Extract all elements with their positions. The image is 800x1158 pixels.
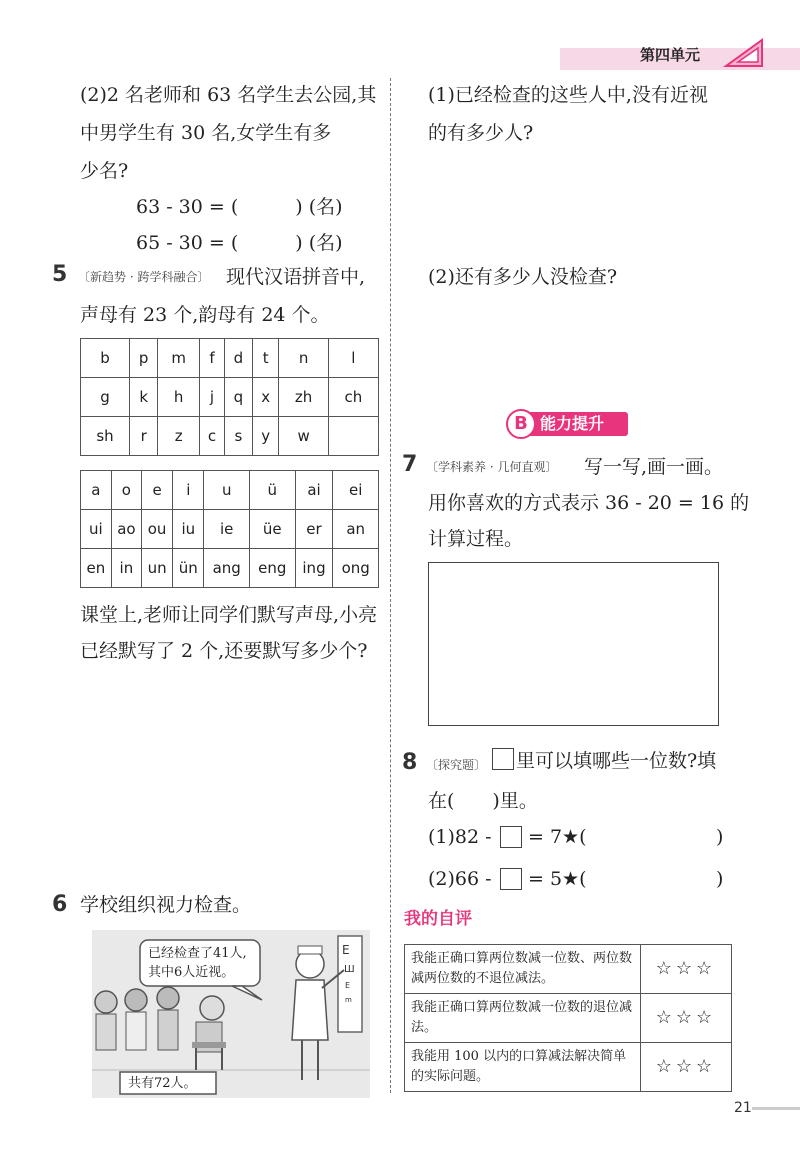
- svg-text:Ш: Ш: [344, 964, 355, 975]
- pinyin-cell: r: [130, 417, 158, 456]
- pinyin-cell: s: [224, 417, 252, 456]
- q6-part1-line1: (1)已经检查的这些人中,没有近视: [428, 84, 708, 106]
- q5-line2: 声母有 23 个,韵母有 24 个。: [80, 304, 330, 326]
- page-number-bar: [752, 1107, 800, 1110]
- speech-bubble-line1: 已经检查了41人,: [148, 946, 247, 961]
- svg-text:m: m: [345, 996, 352, 1004]
- pinyin-cell: ch: [328, 378, 378, 417]
- pinyin-cell: en: [81, 549, 112, 588]
- self-eval-row: [405, 1043, 732, 1092]
- pinyin-row: [81, 510, 379, 549]
- pinyin-cell: a: [81, 471, 112, 510]
- column-divider: [390, 78, 391, 1093]
- pinyin-cell: ou: [142, 510, 173, 549]
- pinyin-row: [81, 471, 379, 510]
- pinyin-cell: iu: [173, 510, 204, 549]
- pinyin-cell: er: [295, 510, 333, 549]
- section-b-label: 能力提升: [540, 414, 605, 433]
- pinyin-cell: b: [81, 339, 130, 378]
- q5-after-line2: 已经默写了 2 个,还要默写多少个?: [80, 640, 368, 662]
- self-eval-row: [405, 994, 732, 1043]
- page-number: 21: [734, 1100, 752, 1116]
- pinyin-row: [81, 417, 379, 456]
- pinyin-cell: [328, 417, 378, 456]
- yunmu-table: [80, 470, 379, 588]
- q8-part1-close: ): [716, 826, 724, 848]
- q8-part1-prefix: (1)82 -: [428, 826, 492, 848]
- pinyin-cell: k: [130, 378, 158, 417]
- pinyin-cell: e: [142, 471, 173, 510]
- q8-number: 8: [402, 750, 418, 775]
- q8-line1: 里可以填哪些一位数?填: [516, 750, 717, 772]
- pinyin-cell: g: [81, 378, 130, 417]
- q4-part2-line1: (2)2 名老师和 63 名学生去公园,其: [80, 84, 377, 106]
- q8-line2: 在( )里。: [428, 790, 538, 812]
- section-b-letter: B: [506, 409, 536, 439]
- q8-tag: 〔探究题〕: [426, 758, 487, 772]
- q4-part2-line3: 少名?: [80, 160, 129, 182]
- pinyin-cell: ong: [333, 549, 379, 588]
- svg-text:E: E: [345, 981, 351, 990]
- q4-equation-1[interactable]: 63 - 30 = ( ) (名): [136, 196, 343, 218]
- q7-line1: 写一写,画一画。: [584, 456, 724, 478]
- q8-part1-square[interactable]: [500, 826, 522, 848]
- q6-part2: (2)还有多少人没检查?: [428, 266, 618, 288]
- self-eval-stars[interactable]: ☆☆☆: [641, 945, 732, 994]
- pinyin-cell: ing: [295, 549, 333, 588]
- pinyin-cell: ü: [249, 471, 295, 510]
- pinyin-cell: d: [224, 339, 252, 378]
- q5-after-line1: 课堂上,老师让同学们默写声母,小亮: [80, 604, 378, 626]
- pinyin-row: [81, 339, 379, 378]
- q7-tag: 〔学科素养 · 几何直观〕: [426, 460, 558, 474]
- triangle-ruler-icon: [722, 36, 766, 70]
- pinyin-cell: t: [253, 339, 279, 378]
- pinyin-row: [81, 549, 379, 588]
- eye-exam-illustration: [92, 930, 370, 1098]
- self-eval-title: 我的自评: [404, 909, 472, 929]
- pinyin-cell: c: [200, 417, 225, 456]
- q8-part2-square[interactable]: [500, 868, 522, 890]
- q7-answer-box[interactable]: [428, 562, 719, 726]
- q7-line3: 计算过程。: [428, 528, 524, 550]
- pinyin-cell: ai: [295, 471, 333, 510]
- pinyin-cell: eng: [249, 549, 295, 588]
- pinyin-row: [81, 378, 379, 417]
- pinyin-cell: ie: [204, 510, 250, 549]
- self-eval-text: 我能用 100 以内的口算减法解决简单的实际问题。: [405, 1043, 641, 1092]
- q4-part2-line2: 中男学生有 30 名,女学生有多: [80, 122, 332, 144]
- pinyin-cell: q: [224, 378, 252, 417]
- pinyin-cell: y: [253, 417, 279, 456]
- pinyin-cell: m: [158, 339, 200, 378]
- pinyin-cell: h: [158, 378, 200, 417]
- self-eval-table: [404, 944, 732, 1092]
- pinyin-cell: ao: [111, 510, 141, 549]
- self-eval-stars[interactable]: ☆☆☆: [641, 1043, 732, 1092]
- self-eval-row: [405, 945, 732, 994]
- pinyin-cell: f: [200, 339, 225, 378]
- pinyin-cell: p: [130, 339, 158, 378]
- pinyin-cell: ang: [204, 549, 250, 588]
- self-eval-text: 我能正确口算两位数减一位数、两位数减两位数的不退位减法。: [405, 945, 641, 994]
- q8-part2-prefix: (2)66 -: [428, 868, 492, 890]
- pinyin-cell: i: [173, 471, 204, 510]
- q8-part2-suffix: = 5★(: [528, 868, 587, 890]
- pinyin-cell: in: [111, 549, 141, 588]
- pinyin-cell: un: [142, 549, 173, 588]
- q5-line1: 现代汉语拼音中,: [226, 266, 366, 288]
- pinyin-cell: w: [279, 417, 328, 456]
- pinyin-cell: n: [279, 339, 328, 378]
- pinyin-cell: z: [158, 417, 200, 456]
- q8-part1-suffix: = 7★(: [528, 826, 587, 848]
- pinyin-cell: u: [204, 471, 250, 510]
- pinyin-cell: ei: [333, 471, 379, 510]
- unit-title: 第四单元: [640, 46, 701, 64]
- q6-text: 学校组织视力检查。: [80, 894, 252, 916]
- pinyin-cell: an: [333, 510, 379, 549]
- q8-part2-close: ): [716, 868, 724, 890]
- shengmu-table: [80, 338, 379, 456]
- self-eval-text: 我能正确口算两位数减一位数的退位减法。: [405, 994, 641, 1043]
- pinyin-cell: o: [111, 471, 141, 510]
- q8-blank-square[interactable]: [492, 748, 514, 770]
- q6-number: 6: [52, 892, 68, 917]
- svg-text:E: E: [342, 943, 350, 957]
- caption-total: 共有72人。: [128, 1076, 197, 1091]
- pinyin-cell: x: [253, 378, 279, 417]
- pinyin-cell: üe: [249, 510, 295, 549]
- pinyin-cell: ün: [173, 549, 204, 588]
- q7-line2: 用你喜欢的方式表示 36 - 20 = 16 的: [428, 492, 750, 514]
- self-eval-stars[interactable]: ☆☆☆: [641, 994, 732, 1043]
- speech-bubble-line2: 其中6人近视。: [148, 965, 235, 980]
- q7-number: 7: [402, 452, 418, 477]
- q6-part1-line2: 的有多少人?: [428, 122, 534, 144]
- q5-tag: 〔新趋势 · 跨学科融合〕: [78, 270, 210, 284]
- pinyin-cell: zh: [279, 378, 328, 417]
- pinyin-cell: ui: [81, 510, 112, 549]
- q4-equation-2[interactable]: 65 - 30 = ( ) (名): [136, 232, 343, 254]
- pinyin-cell: l: [328, 339, 378, 378]
- q5-number: 5: [52, 262, 68, 287]
- pinyin-cell: j: [200, 378, 225, 417]
- pinyin-cell: sh: [81, 417, 130, 456]
